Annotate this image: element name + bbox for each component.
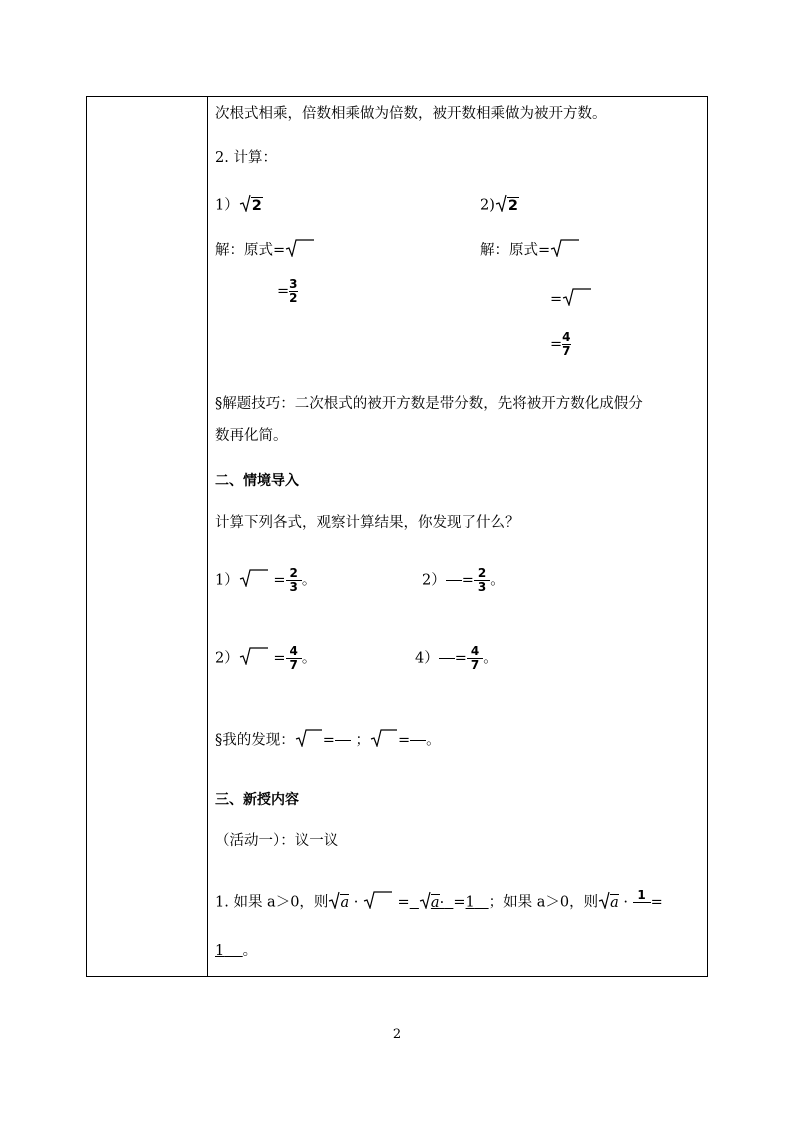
content-table <box>86 96 708 977</box>
activity-label: （活动一）：议一议 <box>215 833 339 849</box>
solution-2 <box>480 239 580 262</box>
sqrt-icon <box>285 239 315 262</box>
sqrt-icon <box>295 729 323 752</box>
fraction: $\frac{2}{3}$ <box>474 567 490 594</box>
solution-2-prefix: 解：原式= <box>480 242 551 259</box>
problem-1-radicand: 2 <box>251 197 262 214</box>
exercise-3-label: 2） <box>215 650 239 667</box>
fraction <box>562 331 570 358</box>
page-number: 2 <box>392 1027 402 1042</box>
table-left-column <box>87 97 208 976</box>
exercise-1: 1） = $\frac{2}{3}$ 。 <box>215 566 317 594</box>
solution-2-step-2 <box>550 288 592 311</box>
problem-1 <box>215 194 263 217</box>
fraction-denominator: 7 <box>562 344 571 358</box>
fraction <box>289 278 297 305</box>
sqrt-icon <box>328 891 340 914</box>
problem-2 <box>480 194 519 217</box>
sqrt-icon <box>562 288 592 311</box>
solution-1-result <box>277 278 298 305</box>
fraction-denominator: 2 <box>289 291 298 305</box>
exercise-2: 2） = $\frac{2}{3}$ 。 <box>422 566 505 594</box>
problem-2-label: 2) <box>480 197 495 214</box>
sqrt-icon <box>370 729 398 752</box>
fraction-numerator: 3 <box>289 277 298 291</box>
item-1-line: 1. 如果 a＞0，则 a · = a· =1 ；如果 a＞0，则 a · 1 = <box>215 889 663 916</box>
intro-text: 次根式相乘，倍数相乘做为倍数，被开数相乘做为被开方数。 <box>215 106 607 122</box>
sqrt-icon <box>550 239 580 262</box>
sqrt-icon <box>363 891 393 914</box>
exercise-3: 2） = $\frac{4}{7}$ 。 <box>215 644 317 672</box>
problem-2-radicand: 2 <box>507 197 518 214</box>
fraction-numerator: 4 <box>562 330 571 344</box>
section-3-title: 三、新授内容 <box>215 792 299 808</box>
tip-line-2: 数再化简。 <box>215 428 288 444</box>
discovery-prefix: §我的发现： <box>215 732 295 749</box>
sqrt-icon <box>239 569 269 592</box>
fraction: $\frac{4}{7}$ <box>467 645 483 672</box>
exercise-4-label: 4） <box>415 650 439 667</box>
tip-line-1: §解题技巧：二次根式的被开方数是带分数，先将被开方数化成假分 <box>215 396 643 412</box>
solution-1-prefix: 解：原式= <box>215 242 286 259</box>
equals-sign: = <box>550 291 563 308</box>
sqrt-icon <box>419 891 431 914</box>
calc-heading: 2. 计算： <box>215 150 277 166</box>
problem-1-label: 1） <box>215 197 239 214</box>
solution-1 <box>215 239 315 262</box>
sqrt-icon <box>239 647 269 670</box>
discovery-line: §我的发现： = ； = 。 <box>215 729 441 752</box>
sqrt-icon <box>495 194 507 217</box>
exercise-1-label: 1） <box>215 572 239 589</box>
exercise-4: 4） = $\frac{4}{7}$ 。 <box>415 644 498 672</box>
equals-sign: = <box>277 283 290 300</box>
fraction: $\frac{2}{3}$ <box>286 567 302 594</box>
fraction: 1 <box>633 889 651 916</box>
sqrt-icon <box>598 891 610 914</box>
item-1-continuation: 1 。 <box>215 943 258 959</box>
equals-sign: = <box>550 336 563 353</box>
section-2-title: 二、情境导入 <box>215 473 299 489</box>
section-2-prompt: 计算下列各式，观察计算结果，你发现了什么？ <box>215 515 520 531</box>
sqrt-icon <box>239 194 251 217</box>
solution-2-result <box>550 331 571 358</box>
fraction: $\frac{4}{7}$ <box>286 645 302 672</box>
exercise-2-label: 2） <box>422 572 446 589</box>
